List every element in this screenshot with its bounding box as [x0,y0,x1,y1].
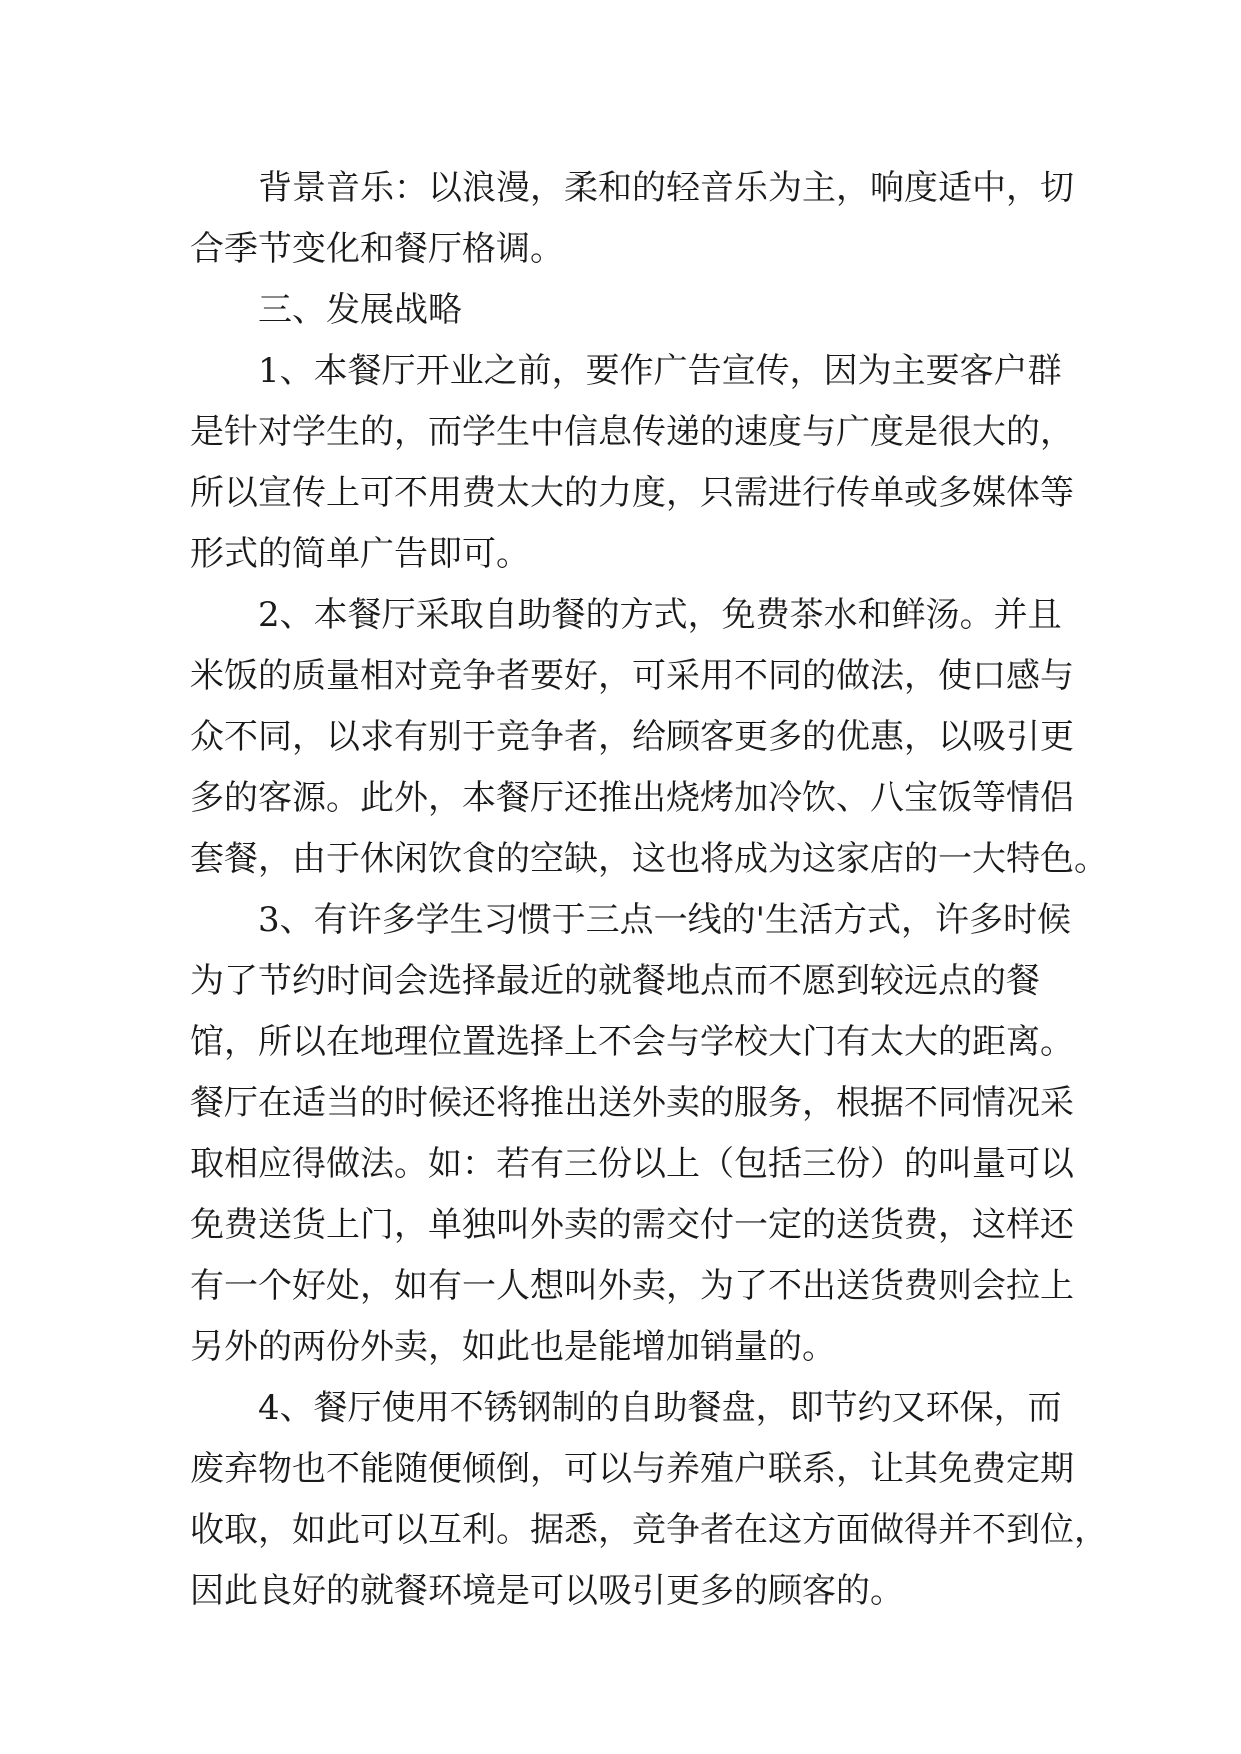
text-line: 取相应得做法。如：若有三份以上（包括三份）的叫量可以 [190,1144,1074,1184]
text-line: 另外的两份外卖，如此也是能增加销量的。 [190,1327,836,1367]
text-line: 收取，如此可以互利。据悉，竞争者在这方面做得并不到位， [190,1510,1108,1550]
text-line: 背景音乐：以浪漫，柔和的轻音乐为主，响度适中，切 [258,168,1074,208]
text-line: 是针对学生的，而学生中信息传递的速度与广度是很大的， [190,412,1074,452]
text-line: 免费送货上门，单独叫外卖的需交付一定的送货费，这样还 [190,1205,1074,1245]
text-line: 馆，所以在地理位置选择上不会与学校大门有太大的距离。 [190,1022,1074,1062]
text-line: 有一个好处，如有一人想叫外卖，为了不出送货费则会拉上 [190,1266,1074,1306]
text-line: 多的客源。此外，本餐厅还推出烧烤加冷饮、八宝饭等情侣 [190,778,1074,818]
section-heading: 三、发展战略 [258,290,462,330]
text-line: 3、有许多学生习惯于三点一线的'生活方式，许多时候 [258,900,1071,940]
text-line: 1、本餐厅开业之前，要作广告宣传，因为主要客户群 [258,351,1062,391]
text-line: 4、餐厅使用不锈钢制的自助餐盘，即节约又环保，而 [258,1388,1062,1428]
text-line: 套餐，由于休闲饮食的空缺，这也将成为这家店的一大特色。 [190,839,1108,879]
text-line: 米饭的质量相对竞争者要好，可采用不同的做法，使口感与 [190,656,1074,696]
text-line: 众不同，以求有别于竞争者，给顾客更多的优惠，以吸引更 [190,717,1074,757]
text-line: 形式的简单广告即可。 [190,534,530,574]
text-line: 为了节约时间会选择最近的就餐地点而不愿到较远点的餐 [190,961,1040,1001]
text-line: 2、本餐厅采取自助餐的方式，免费茶水和鲜汤。并且 [258,595,1062,635]
text-line: 废弃物也不能随便倾倒，可以与养殖户联系，让其免费定期 [190,1449,1074,1489]
text-line: 餐厅在适当的时候还将推出送外卖的服务，根据不同情况采 [190,1083,1074,1123]
text-line: 所以宣传上可不用费太大的力度，只需进行传单或多媒体等 [190,473,1074,513]
text-line: 因此良好的就餐环境是可以吸引更多的顾客的。 [190,1571,904,1611]
body-text [190,158,1108,1622]
text-line: 合季节变化和餐厅格调。 [190,229,564,269]
